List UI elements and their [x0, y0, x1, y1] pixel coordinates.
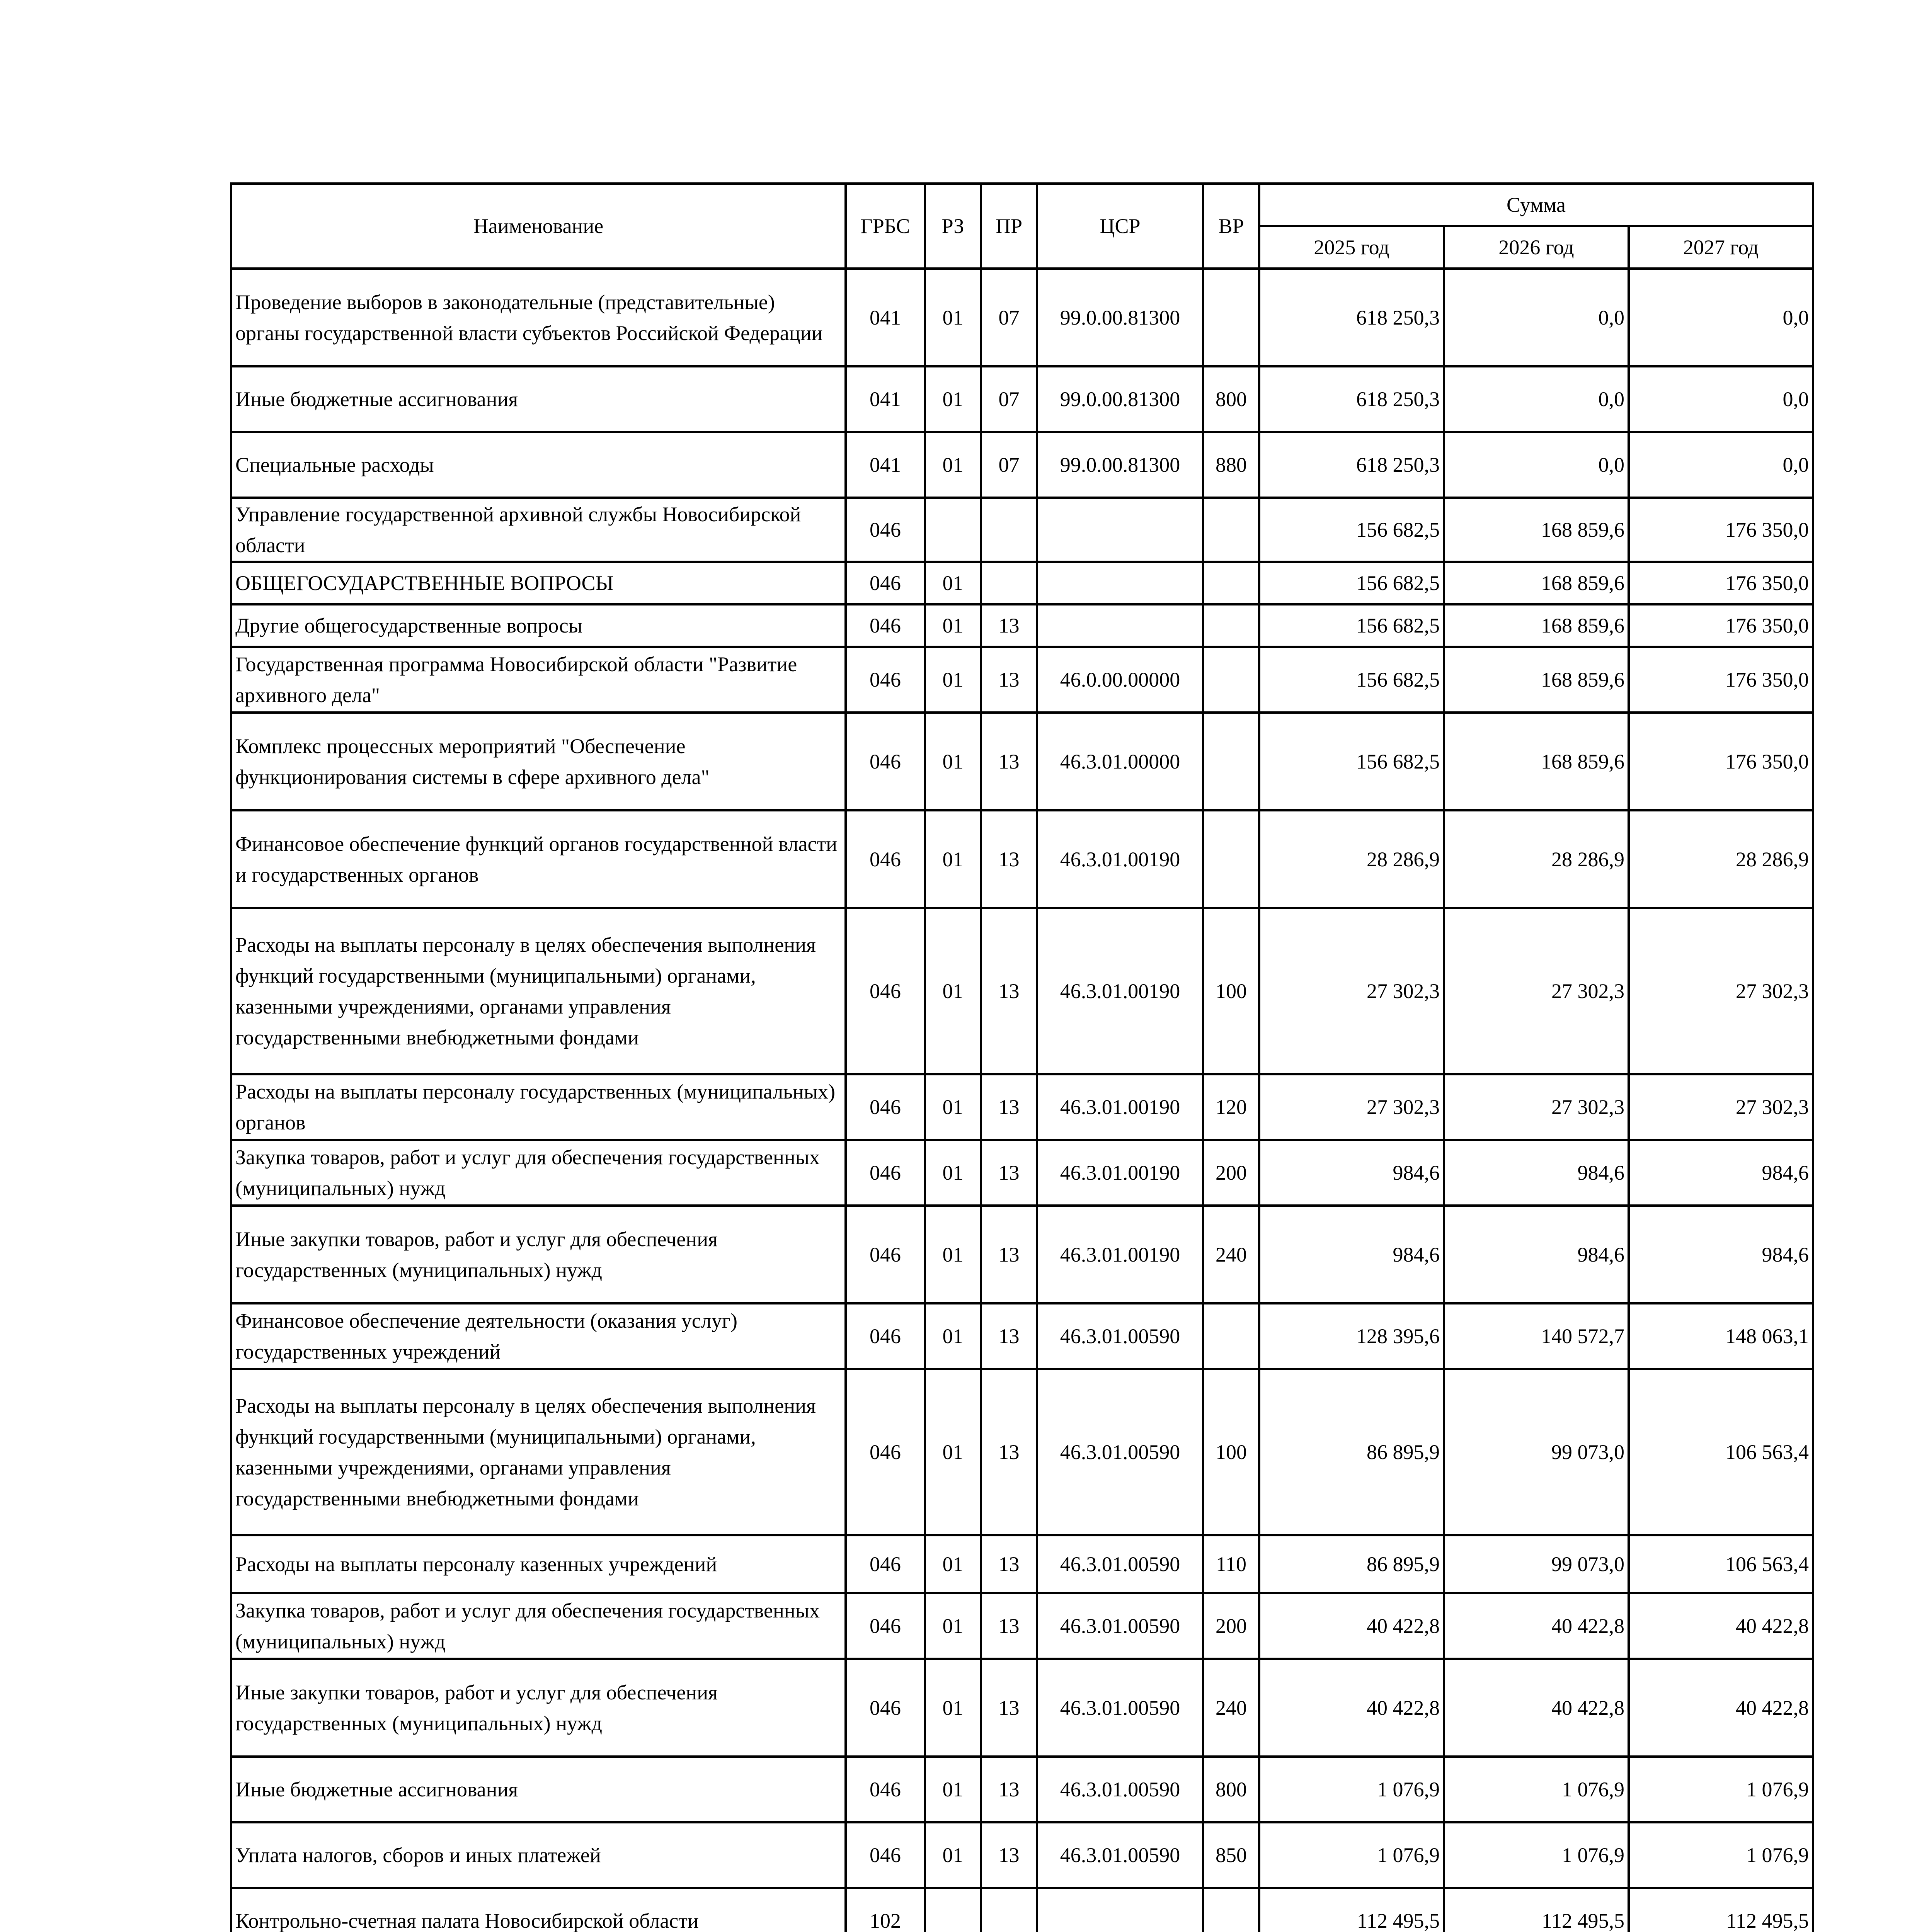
cell-vr — [1203, 810, 1259, 908]
table-row — [231, 810, 1813, 908]
cell-name: Другие общегосударственные вопросы — [231, 604, 846, 647]
cell-grbs: 046 — [846, 1140, 925, 1206]
table-row — [231, 1888, 1813, 1932]
cell-grbs: 046 — [846, 604, 925, 647]
table-row — [231, 647, 1813, 713]
cell-grbs: 046 — [846, 1593, 925, 1659]
cell-rz: 01 — [925, 1535, 981, 1593]
cell-rz: 01 — [925, 810, 981, 908]
cell-sum-2027: 40 422,8 — [1629, 1659, 1813, 1757]
cell-sum-2027: 40 422,8 — [1629, 1593, 1813, 1659]
cell-pr: 13 — [981, 1303, 1037, 1369]
cell-vr — [1203, 713, 1259, 810]
cell-sum-2026: 99 073,0 — [1444, 1369, 1629, 1535]
cell-sum-2026: 28 286,9 — [1444, 810, 1629, 908]
cell-pr: 07 — [981, 432, 1037, 498]
cell-sum-2026: 27 302,3 — [1444, 908, 1629, 1074]
cell-grbs: 046 — [846, 1074, 925, 1140]
cell-vr — [1203, 498, 1259, 562]
table-row — [231, 1593, 1813, 1659]
table-row — [231, 1369, 1813, 1535]
cell-pr — [981, 562, 1037, 604]
cell-csr: 46.3.01.00190 — [1037, 810, 1203, 908]
cell-grbs: 041 — [846, 269, 925, 366]
table-row — [231, 1757, 1813, 1822]
cell-csr: 99.0.00.81300 — [1037, 269, 1203, 366]
cell-sum-2027: 0,0 — [1629, 432, 1813, 498]
cell-pr: 13 — [981, 1659, 1037, 1757]
cell-csr — [1037, 604, 1203, 647]
cell-rz — [925, 498, 981, 562]
cell-rz: 01 — [925, 1369, 981, 1535]
cell-grbs: 046 — [846, 1535, 925, 1593]
cell-grbs: 046 — [846, 1822, 925, 1888]
header-grbs: ГРБС — [846, 184, 925, 269]
cell-name: Государственная программа Новосибирской области "Развитие архивного дела" — [231, 647, 846, 713]
table-row — [231, 562, 1813, 604]
header-year-2026: 2026 год — [1444, 226, 1629, 269]
cell-sum-2027: 0,0 — [1629, 269, 1813, 366]
cell-grbs: 046 — [846, 562, 925, 604]
cell-name: Проведение выборов в законодательные (представительные) органы государственной власти субъектов Российской Федерации — [231, 269, 846, 366]
cell-name: Специальные расходы — [231, 432, 846, 498]
cell-sum-2026: 40 422,8 — [1444, 1593, 1629, 1659]
cell-rz: 01 — [925, 1659, 981, 1757]
cell-name: Иные закупки товаров, работ и услуг для обеспечения государственных (муниципальных) нужд — [231, 1659, 846, 1757]
cell-sum-2027: 28 286,9 — [1629, 810, 1813, 908]
cell-vr: 800 — [1203, 1757, 1259, 1822]
cell-pr — [981, 1888, 1037, 1932]
cell-sum-2027: 112 495,5 — [1629, 1888, 1813, 1932]
cell-sum-2025: 156 682,5 — [1259, 647, 1444, 713]
cell-name: Расходы на выплаты персоналу казенных учреждений — [231, 1535, 846, 1593]
cell-grbs: 041 — [846, 432, 925, 498]
cell-pr: 13 — [981, 604, 1037, 647]
cell-sum-2025: 156 682,5 — [1259, 604, 1444, 647]
cell-sum-2025: 618 250,3 — [1259, 366, 1444, 432]
cell-grbs: 046 — [846, 1369, 925, 1535]
cell-pr: 13 — [981, 1206, 1037, 1303]
cell-grbs: 046 — [846, 1659, 925, 1757]
header-vr: ВР — [1203, 184, 1259, 269]
cell-csr: 99.0.00.81300 — [1037, 432, 1203, 498]
cell-name: Закупка товаров, работ и услуг для обеспечения государственных (муниципальных) нужд — [231, 1593, 846, 1659]
cell-vr: 800 — [1203, 366, 1259, 432]
cell-grbs: 046 — [846, 810, 925, 908]
cell-name: Расходы на выплаты персоналу государственных (муниципальных) органов — [231, 1074, 846, 1140]
cell-name: Иные бюджетные ассигнования — [231, 1757, 846, 1822]
cell-rz: 01 — [925, 1074, 981, 1140]
cell-sum-2025: 156 682,5 — [1259, 498, 1444, 562]
header-sum: Сумма — [1259, 184, 1813, 226]
cell-rz: 01 — [925, 432, 981, 498]
cell-rz — [925, 1888, 981, 1932]
cell-sum-2025: 984,6 — [1259, 1206, 1444, 1303]
table-row — [231, 1074, 1813, 1140]
cell-sum-2027: 27 302,3 — [1629, 908, 1813, 1074]
cell-csr: 46.3.01.00590 — [1037, 1593, 1203, 1659]
cell-vr: 240 — [1203, 1206, 1259, 1303]
cell-csr — [1037, 562, 1203, 604]
header-year-2025: 2025 год — [1259, 226, 1444, 269]
cell-sum-2027: 27 302,3 — [1629, 1074, 1813, 1140]
cell-pr: 13 — [981, 713, 1037, 810]
cell-sum-2025: 984,6 — [1259, 1140, 1444, 1206]
cell-vr — [1203, 604, 1259, 647]
cell-rz: 01 — [925, 1593, 981, 1659]
table-row — [231, 1822, 1813, 1888]
cell-grbs: 102 — [846, 1888, 925, 1932]
cell-sum-2026: 40 422,8 — [1444, 1659, 1629, 1757]
cell-sum-2025: 618 250,3 — [1259, 432, 1444, 498]
cell-rz: 01 — [925, 604, 981, 647]
cell-pr: 13 — [981, 810, 1037, 908]
cell-csr: 46.3.01.00590 — [1037, 1369, 1203, 1535]
header-pr: ПР — [981, 184, 1037, 269]
cell-name: Иные закупки товаров, работ и услуг для обеспечения государственных (муниципальных) нужд — [231, 1206, 846, 1303]
cell-sum-2026: 984,6 — [1444, 1140, 1629, 1206]
table-row — [231, 269, 1813, 366]
cell-sum-2026: 168 859,6 — [1444, 713, 1629, 810]
cell-sum-2026: 1 076,9 — [1444, 1822, 1629, 1888]
cell-pr: 13 — [981, 647, 1037, 713]
cell-pr — [981, 498, 1037, 562]
cell-vr: 120 — [1203, 1074, 1259, 1140]
cell-sum-2026: 140 572,7 — [1444, 1303, 1629, 1369]
cell-sum-2027: 176 350,0 — [1629, 498, 1813, 562]
cell-csr: 46.3.01.00190 — [1037, 1206, 1203, 1303]
cell-rz: 01 — [925, 1140, 981, 1206]
cell-vr: 100 — [1203, 908, 1259, 1074]
cell-csr: 46.3.01.00190 — [1037, 908, 1203, 1074]
cell-csr: 46.3.01.00590 — [1037, 1757, 1203, 1822]
cell-sum-2026: 168 859,6 — [1444, 562, 1629, 604]
cell-name: Комплекс процессных мероприятий "Обеспечение функционирования системы в сфере архивного дела" — [231, 713, 846, 810]
cell-sum-2025: 1 076,9 — [1259, 1822, 1444, 1888]
header-year-2027: 2027 год — [1629, 226, 1813, 269]
table-body — [231, 269, 1813, 1932]
table-row — [231, 366, 1813, 432]
cell-pr: 13 — [981, 1140, 1037, 1206]
cell-csr: 46.3.01.00590 — [1037, 1822, 1203, 1888]
cell-csr: 46.0.00.00000 — [1037, 647, 1203, 713]
cell-vr — [1203, 562, 1259, 604]
cell-sum-2026: 1 076,9 — [1444, 1757, 1629, 1822]
table-row — [231, 498, 1813, 562]
cell-name: Управление государственной архивной службы Новосибирской области — [231, 498, 846, 562]
table-row — [231, 908, 1813, 1074]
cell-rz: 01 — [925, 647, 981, 713]
cell-sum-2025: 28 286,9 — [1259, 810, 1444, 908]
cell-sum-2025: 156 682,5 — [1259, 713, 1444, 810]
cell-name: Финансовое обеспечение функций органов государственной власти и государственных органов — [231, 810, 846, 908]
cell-sum-2027: 106 563,4 — [1629, 1535, 1813, 1593]
cell-name: Иные бюджетные ассигнования — [231, 366, 846, 432]
cell-pr: 13 — [981, 1822, 1037, 1888]
cell-sum-2025: 112 495,5 — [1259, 1888, 1444, 1932]
header-name: Наименование — [231, 184, 846, 269]
cell-name: Уплата налогов, сборов и иных платежей — [231, 1822, 846, 1888]
cell-csr: 46.3.01.00190 — [1037, 1074, 1203, 1140]
cell-sum-2026: 112 495,5 — [1444, 1888, 1629, 1932]
cell-sum-2025: 618 250,3 — [1259, 269, 1444, 366]
cell-name: Закупка товаров, работ и услуг для обеспечения государственных (муниципальных) нужд — [231, 1140, 846, 1206]
cell-vr — [1203, 269, 1259, 366]
cell-name: Контрольно-счетная палата Новосибирской области — [231, 1888, 846, 1932]
cell-rz: 01 — [925, 1757, 981, 1822]
cell-sum-2026: 0,0 — [1444, 432, 1629, 498]
cell-sum-2025: 86 895,9 — [1259, 1535, 1444, 1593]
cell-csr — [1037, 1888, 1203, 1932]
cell-pr: 13 — [981, 1757, 1037, 1822]
cell-pr: 13 — [981, 908, 1037, 1074]
cell-pr: 13 — [981, 1593, 1037, 1659]
cell-csr: 46.3.01.00190 — [1037, 1140, 1203, 1206]
cell-sum-2026: 27 302,3 — [1444, 1074, 1629, 1140]
cell-name: ОБЩЕГОСУДАРСТВЕННЫЕ ВОПРОСЫ — [231, 562, 846, 604]
cell-rz: 01 — [925, 1822, 981, 1888]
cell-sum-2027: 176 350,0 — [1629, 562, 1813, 604]
cell-rz: 01 — [925, 1206, 981, 1303]
cell-sum-2025: 86 895,9 — [1259, 1369, 1444, 1535]
cell-vr: 880 — [1203, 432, 1259, 498]
table-header — [231, 184, 1813, 269]
cell-csr: 46.3.01.00590 — [1037, 1659, 1203, 1757]
cell-csr: 46.3.01.00000 — [1037, 713, 1203, 810]
cell-sum-2026: 0,0 — [1444, 366, 1629, 432]
cell-sum-2026: 99 073,0 — [1444, 1535, 1629, 1593]
cell-sum-2026: 168 859,6 — [1444, 647, 1629, 713]
cell-grbs: 046 — [846, 647, 925, 713]
cell-sum-2025: 128 395,6 — [1259, 1303, 1444, 1369]
cell-pr: 07 — [981, 366, 1037, 432]
cell-name: Финансовое обеспечение деятельности (оказания услуг) государственных учреждений — [231, 1303, 846, 1369]
cell-vr: 200 — [1203, 1140, 1259, 1206]
cell-sum-2027: 106 563,4 — [1629, 1369, 1813, 1535]
cell-sum-2026: 0,0 — [1444, 269, 1629, 366]
cell-sum-2027: 176 350,0 — [1629, 647, 1813, 713]
table-row — [231, 432, 1813, 498]
cell-sum-2027: 984,6 — [1629, 1140, 1813, 1206]
budget-table — [230, 182, 1814, 1932]
cell-grbs: 046 — [846, 1757, 925, 1822]
cell-vr: 850 — [1203, 1822, 1259, 1888]
table-row — [231, 1659, 1813, 1757]
cell-vr: 200 — [1203, 1593, 1259, 1659]
cell-grbs: 046 — [846, 498, 925, 562]
cell-csr: 99.0.00.81300 — [1037, 366, 1203, 432]
cell-vr — [1203, 1888, 1259, 1932]
cell-name: Расходы на выплаты персоналу в целях обеспечения выполнения функций государственными (муниципальными) органами, казенными учреждениями, органами управления государственными внебюджетными фондами — [231, 908, 846, 1074]
cell-sum-2026: 168 859,6 — [1444, 498, 1629, 562]
cell-sum-2025: 27 302,3 — [1259, 908, 1444, 1074]
cell-sum-2027: 1 076,9 — [1629, 1822, 1813, 1888]
cell-csr — [1037, 498, 1203, 562]
cell-sum-2027: 0,0 — [1629, 366, 1813, 432]
cell-sum-2025: 156 682,5 — [1259, 562, 1444, 604]
cell-grbs: 046 — [846, 1303, 925, 1369]
cell-sum-2026: 984,6 — [1444, 1206, 1629, 1303]
cell-grbs: 046 — [846, 908, 925, 1074]
cell-sum-2026: 168 859,6 — [1444, 604, 1629, 647]
cell-sum-2027: 148 063,1 — [1629, 1303, 1813, 1369]
cell-grbs: 041 — [846, 366, 925, 432]
cell-sum-2025: 27 302,3 — [1259, 1074, 1444, 1140]
cell-sum-2027: 176 350,0 — [1629, 713, 1813, 810]
table-row — [231, 1206, 1813, 1303]
cell-csr: 46.3.01.00590 — [1037, 1303, 1203, 1369]
cell-pr: 13 — [981, 1535, 1037, 1593]
cell-vr — [1203, 1303, 1259, 1369]
cell-vr: 110 — [1203, 1535, 1259, 1593]
table-row — [231, 1535, 1813, 1593]
cell-vr — [1203, 647, 1259, 713]
cell-grbs: 046 — [846, 1206, 925, 1303]
cell-vr: 240 — [1203, 1659, 1259, 1757]
cell-rz: 01 — [925, 562, 981, 604]
cell-vr: 100 — [1203, 1369, 1259, 1535]
table-row — [231, 1303, 1813, 1369]
cell-sum-2027: 176 350,0 — [1629, 604, 1813, 647]
cell-rz: 01 — [925, 269, 981, 366]
cell-pr: 07 — [981, 269, 1037, 366]
cell-rz: 01 — [925, 713, 981, 810]
cell-sum-2025: 40 422,8 — [1259, 1593, 1444, 1659]
table-row — [231, 713, 1813, 810]
cell-sum-2025: 1 076,9 — [1259, 1757, 1444, 1822]
cell-grbs: 046 — [846, 713, 925, 810]
header-csr: ЦСР — [1037, 184, 1203, 269]
cell-pr: 13 — [981, 1369, 1037, 1535]
cell-sum-2027: 1 076,9 — [1629, 1757, 1813, 1822]
cell-csr: 46.3.01.00590 — [1037, 1535, 1203, 1593]
table-row — [231, 604, 1813, 647]
cell-rz: 01 — [925, 366, 981, 432]
cell-name: Расходы на выплаты персоналу в целях обеспечения выполнения функций государственными (муниципальными) органами, казенными учреждениями, органами управления государственными внебюджетными фондами — [231, 1369, 846, 1535]
cell-pr: 13 — [981, 1074, 1037, 1140]
cell-sum-2027: 984,6 — [1629, 1206, 1813, 1303]
table-row — [231, 1140, 1813, 1206]
header-rz: РЗ — [925, 184, 981, 269]
cell-rz: 01 — [925, 908, 981, 1074]
cell-rz: 01 — [925, 1303, 981, 1369]
cell-sum-2025: 40 422,8 — [1259, 1659, 1444, 1757]
